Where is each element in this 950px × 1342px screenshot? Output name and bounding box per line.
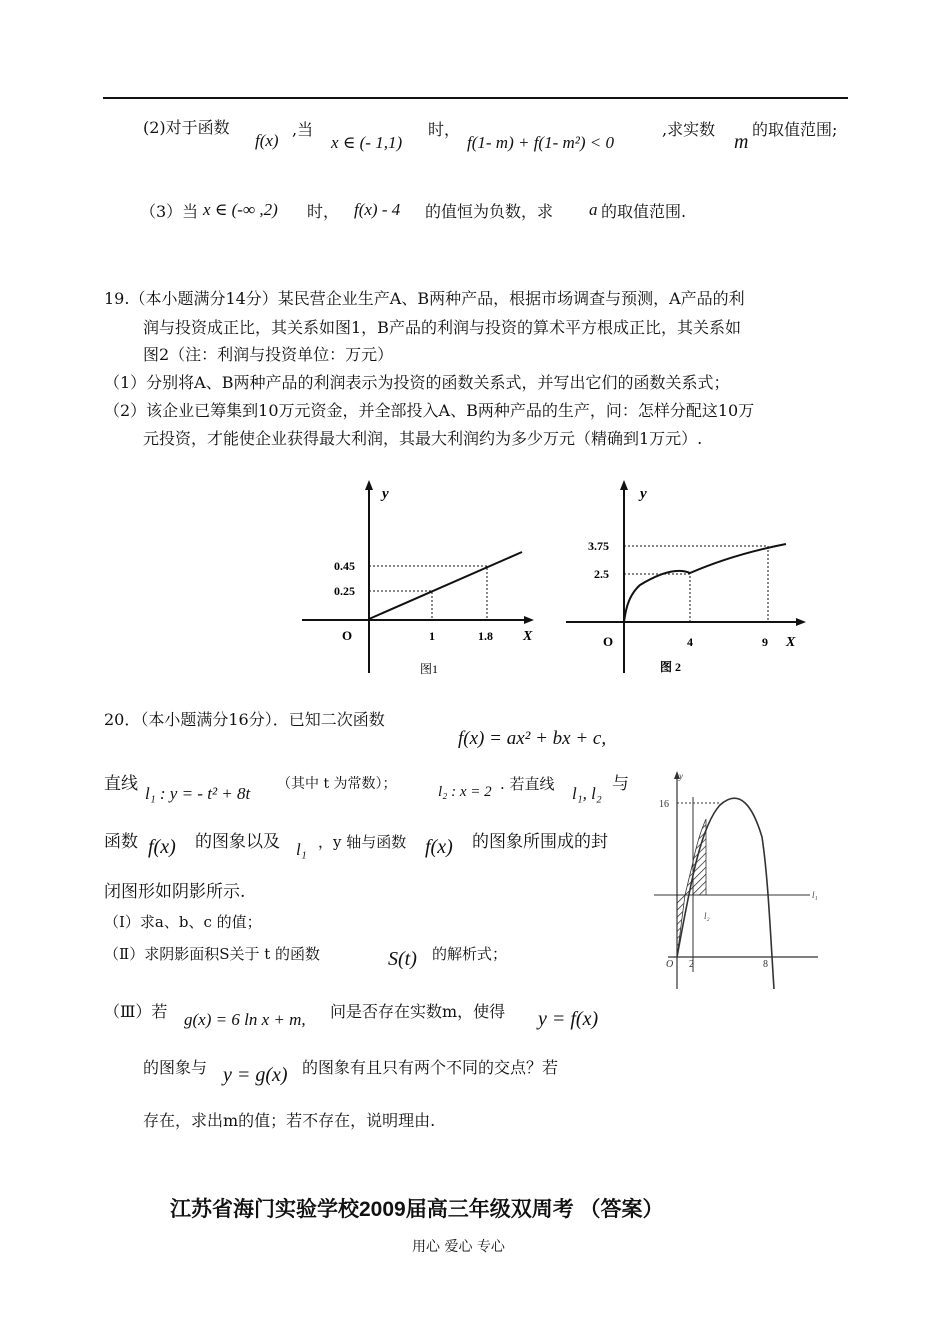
q20-conclusion: 存在，求出m的值；若不存在，说明理由.: [143, 1111, 436, 1130]
q20-part2-tail: 的解析式；: [432, 945, 508, 963]
q20-y-gx: y = g(x): [223, 1064, 288, 1086]
q20-part3-ask: 问是否存在实数m，使得: [330, 1002, 506, 1021]
q20-y-fx: y = f(x): [538, 1008, 599, 1030]
q20-function: f(x) = ax² + bx + c,: [458, 728, 607, 749]
fig1-ytick-0.45: 0.45: [334, 559, 355, 573]
fig2-xtick-4: 4: [687, 635, 693, 649]
fig2-guide-9: [624, 546, 768, 622]
q20-with: 与: [612, 774, 629, 794]
figure-3: [650, 767, 830, 995]
figure-2: [560, 478, 815, 683]
fig1-caption: 图1: [420, 662, 439, 676]
fig1-x-label: X: [523, 629, 533, 644]
q20-enclosed: 的图象所围成的封: [472, 832, 608, 852]
q20-part3-label: （Ⅲ）若: [104, 1002, 168, 1021]
q20-gx: g(x) = 6 ln x + m,: [184, 1010, 306, 1029]
fig2-caption: 图 2: [660, 660, 682, 674]
fig1-xtick-1.8: 1.8: [478, 629, 493, 643]
fig2-x-arrow: [796, 618, 806, 626]
q18-part3-label: （3）当: [140, 202, 199, 221]
q18-part2-label: (2)对于函数: [143, 118, 230, 137]
fig1-y-label: y: [382, 486, 389, 502]
q20-two-intersections: 的图象有且只有两个不同的交点？若: [302, 1058, 559, 1077]
q19-line3: 图2（注：利润与投资单位：万元）: [143, 345, 394, 364]
q18-part2-tail: 的取值范围;: [752, 120, 838, 139]
q20-l1-l2: l₁, l₂: [572, 784, 602, 803]
fig3-shade-right: [685, 819, 706, 895]
fig1-y-arrow: [365, 480, 373, 490]
q18-part2-time: 时，: [428, 120, 461, 139]
figure-1: [296, 478, 546, 683]
fig1-xtick-1: 1: [429, 629, 435, 643]
fig3-l2-label: l₂: [704, 911, 710, 921]
fig1-x-arrow: [524, 616, 534, 624]
answer-title: 江苏省海门实验学校2009届高三年级双周考 （答案）: [170, 1198, 664, 1221]
q18-part2-condition: x ∈ (- 1,1): [331, 133, 403, 152]
fig1-origin: O: [342, 628, 353, 643]
fig2-xtick-9: 9: [762, 635, 768, 649]
fig2-curve: [624, 544, 786, 622]
q20-function-word: 函数: [104, 832, 138, 852]
q19-line1: 19.（本小题满分14分）某民营企业生产A、B两种产品，根据市场调查与预测，A产品的利: [104, 289, 745, 308]
q18-part3-expr: f(x) - 4: [354, 200, 401, 219]
fig3-origin: O: [666, 959, 674, 970]
fig3-l1-label: l₁: [812, 890, 818, 900]
q20-intro: 20．（本小题满分16分）．已知二次函数: [104, 710, 385, 729]
q20-graph-and: 的图象以及: [195, 832, 280, 852]
q19-line6: 元投资，才能使企业获得最大利润，其最大利润约为多少万元（精确到1万元）.: [143, 429, 703, 448]
q20-fx-1: f(x): [148, 836, 176, 858]
q20-graph-with: 的图象与: [143, 1058, 208, 1077]
fig2-origin: O: [603, 634, 614, 649]
q18-part2-fx: f(x): [255, 131, 279, 150]
q20-st: S(t): [388, 948, 417, 970]
fig1-line: [369, 552, 522, 619]
page-footer: 用心 爱心 专心: [412, 1239, 505, 1255]
fig1-ytick-0.25: 0.25: [334, 584, 355, 598]
q19-line5: （2）该企业已筹集到10万元资金，并全部投入A、B两种产品的生产，问：怎样分配这10万: [104, 401, 755, 420]
q20-part1: （Ⅰ）求a、b、c 的值；: [104, 913, 262, 931]
fig2-y-label: y: [640, 486, 647, 502]
q18-part2-ask: ,求实数: [662, 120, 716, 139]
q18-part2-when: ,当: [292, 120, 314, 139]
header-rule: [103, 97, 848, 99]
q18-part3-time: 时，: [307, 202, 340, 221]
fig2-ytick-2.5: 2.5: [594, 567, 609, 581]
q20-closed-region: 闭图形如阴影所示.: [104, 882, 246, 902]
q18-part2-var: m: [734, 131, 749, 153]
fig2-y-arrow: [620, 480, 628, 490]
q20-l2-after: . 若直线: [500, 775, 555, 793]
q19-line4: （1）分别将A、B两种产品的利润表示为投资的函数关系式，并写出它们的函数关系式；: [104, 373, 730, 392]
q20-y-axis-text: ，y 轴与函数: [318, 833, 407, 851]
fig2-guide-4: [624, 574, 690, 622]
q20-fx-2: f(x): [425, 836, 453, 858]
q20-l1-equation: l₁ : y = - t² + 8t: [145, 784, 251, 803]
q18-part2-inequality: f(1- m) + f(1- m²) < 0: [467, 133, 615, 152]
q18-part3-condition: x ∈ (-∞ ,2): [203, 200, 278, 219]
q20-l1-note: （其中 t 为常数）；: [277, 776, 397, 792]
q19-line2: 润与投资成正比，其关系如图1，B产品的利润与投资的算术平方根成正比，其关系如: [143, 318, 741, 337]
q20-l1-ref: l₁: [296, 840, 307, 859]
q18-part3-var: a: [589, 200, 598, 219]
fig2-x-label: X: [786, 635, 796, 650]
fig3-y-label: y: [679, 771, 683, 781]
q18-part3-mid: 的值恒为负数，求: [425, 202, 554, 221]
q18-part3-tail: 的取值范围.: [601, 202, 687, 221]
fig3-xtick-2: 2: [689, 959, 694, 970]
q20-part2-text: （Ⅱ）求阴影面积S关于 t 的函数: [104, 945, 321, 963]
q20-line-word: 直线: [104, 774, 138, 794]
fig3-top-value: 16: [659, 799, 669, 810]
fig3-xtick-8: 8: [763, 959, 768, 970]
q20-l2-equation: l₂ : x = 2: [438, 784, 492, 800]
fig2-ytick-3.75: 3.75: [588, 539, 609, 553]
